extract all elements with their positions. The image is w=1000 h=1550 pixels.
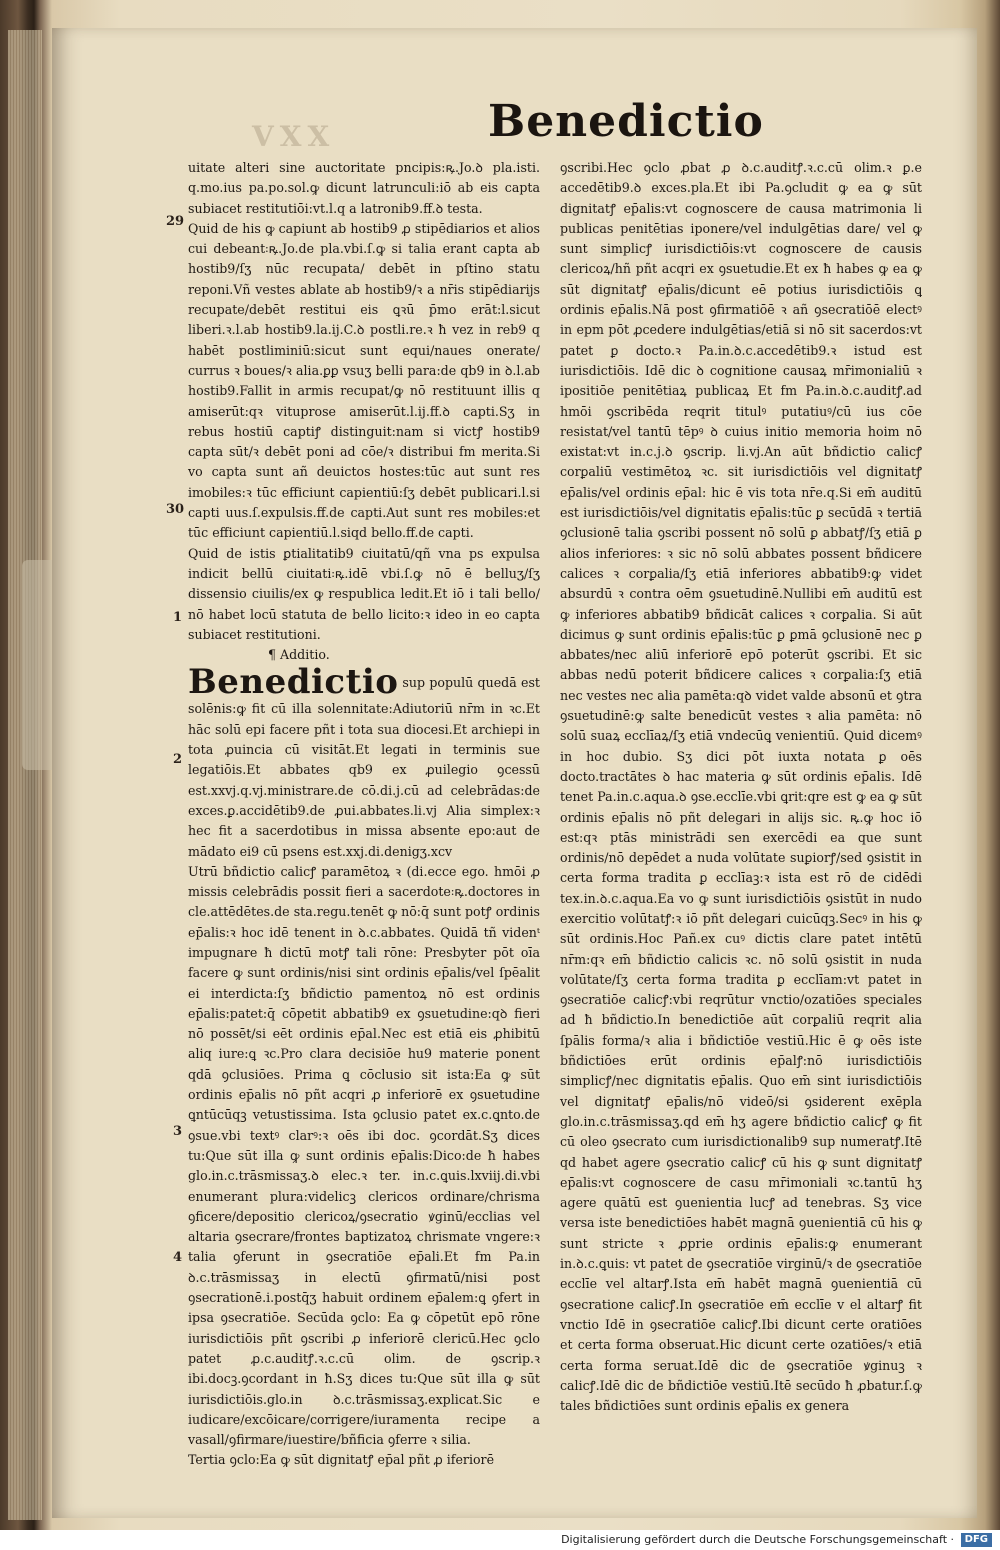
paragraph: ꝯscribi.Hec ꝯclo ꝓbat ꝓ ꝺ.c.auditꝭ.ꝛ.c.cū olim.ꝛ ꝑ.e accedētib9.ꝺ exces.pla.Et ibi Pa.ꝯcludit ꝙ ea ꝙ sūt dignitatꝭ ep̄alis:vt cognoscere de causa matrimonia li publicas penitētias iponere/vel indulgētias dare/ vel ꝙ sunt simplicꝭ iurisdictiōis:vt cognoscere de causis clericoꝝ/hñ pñt acqri ex ꝯsuetudie.Et ex ħ habes ꝙ ea ꝙ sūt dignitatꝭ ep̄alis/dicunt eē potius iurisdictiōis ꝗ ordinis ep̄alis.Nā post ꝯfirmatiōē ꝛ añ ꝯsecratiōē electꝰ in epm pōt ꝓcedere indulgētias/etiā si nō sit sacerdos:vt patet ꝑ docto.ꝛ Pa.in.ꝺ.c.accedētib9.ꝛ istud est iurisdictiōis. Idē dic ꝺ cognitione causaꝝ mr̄imonialiū ꝛ ipositiōe penitētiaꝝ publicaꝝ Et fm Pa.in.ꝺ.c.auditꝭ.ad hmōi ꝯscribēda reqrit titulꝰ putatiuꝰ/cū ius cōe resistat/vel tantū tēpꝰ ꝺ cuius initio memoria hoim nō existat:vt in.c.j.ꝺ ꝯscrip. li.vj.An aūt bñdictio calicꝭ corꝑaliū vestimētoꝝ ꝛc. sit iurisdictiōis vel dignitatꝭ ep̄alis/vel ordinis ep̄al: hic ē vis tota nr̄e.q.Si em̄ auditū est iurisdictiōis/vel dignitatis ep̄alis:tūc ꝑ secūdā ꝛ tertiā ꝯclusionē talia ꝯscribi possent nō solū ꝑ abbatꝭ/ſʒ etiā ꝑ alios inferiores: ꝛ sic nō solū abbates possent bñdicere calices ꝛ corꝑalia/ſʒ etiā inferiores abbatib9:ꝙ videt absurdū ꝛ contra oēm ꝯsuetudinē.Nullibi em̄ auditū est ꝙ inferiores abbatib9 bñdicāt calices ꝛ corꝑalia. Si aūt dicimus ꝙ sunt ordinis ep̄alis:tūc ꝑ ꝑmā ꝯclusionē nec ꝑ abbates/nec aliū inferiorē epō poterūt ꝯscribi. Et sic abbas nedū poterit bñdicere calices ꝛ corꝑalia:ſʒ etiā nec vestes nec alia pamēta:qꝺ videt valde absonū et ꝯtra ꝯsuetudinē:ꝙ salte benedicūt vestes ꝛ alia pamēta: nō solū suaꝝ ecclīaꝝ/ſʒ etiā vndecūꝗ venientiū. Quid dicemꝰ in hoc dubio. Sʒ dici pōt iuxta notata ꝑ oēs docto.tractātes ꝺ hac materia ꝙ sūt ordinis ep̄alis. Idē tenet Pa.in.c.aqua.ꝺ ꝯse.ecclīe.vbi ꝗrit:qre est ꝙ ea ꝙ sūt ordinis ep̄alis nō pñt delegari in alijs sic. ꝶ.ꝙ hoc iō est:qꝛ ptās ministrādi sen exercēdi ea que sunt ordinis/nō depēdet a nuda volūtate suꝑiorꝭ/sed ꝯsistit in certa forma tradita ꝑ ecclīaꝫ:ꝛ ista est rō de cidēdi tex.in.ꝺ.c.aqua.Ea vo ꝙ sunt iurisdictiōis ꝯsistūt in nudo exercitio volūtatꝭ:ꝛ iō pñt delegari cuicūqꝫ.Secꝰ in his ꝙ sūt ordinis.Hoc Pañ.ex cuꝰ dictis clare patet intētū nr̄m:qꝛ em̄ bñdictio calicis ꝛc. nō solū ꝯsistit in nuda volūtate/ſʒ certa forma tradita ꝑ ecclīam:vt patet in ꝯsecratiōe calicꝭ:vbi reqrūtur vnctio/ozatiōes speciales ad ħ bñdictio.In benedictiōe aūt corꝑaliū reqrit alia ſpālis forma/ꝛ alia i bñdictiōe vestiū.Hic ē ꝙ oēs iste bñdictiōes erūt ordinis ep̄alꝭ:nō iurisdictiōis simplicꝭ/nec dignitatis ep̄alis. Quo em̄ sint iurisdictiōis vel dignitatꝭ ep̄alis/nō videō/si ꝯsiderent exēpla glo.in.c.trāsmissaʒ.qd em̄ hʒ agere bñdictio calicꝭ ꝙ fit cū oleo ꝯsecrato cum iurisdictionalib9 sup numeratꝭ.Itē qd habet agere ꝯsecratio calicꝭ cū his ꝙ sunt dignitatꝭ ep̄alis:vt cognoscere de casu mr̄imoniali ꝛc.tantū hʒ agere quātū est ꝯuenientia lucꝭ ad tenebras. Sʒ vice versa iste benedictiōes habēt magnā ꝯuenientiā cū his ꝙ sunt stricte ꝛ ꝓprie ordinis ep̄alis:ꝙ enumerant in.ꝺ.c.ꝗuis: vt patet de ꝯsecratiōe virginū/ꝛ de ꝯsecratiōe ecclīe vel altarꝭ.Ista em̄ habēt magnā ꝯuenientiā cū ꝯsecratione calicꝭ.In ꝯsecratiōe em̄ ecclīe v el altarꝭ fit vnctio Idē in ꝯsecratiōe calicꝭ.Ibi dicunt certe oratiōes et certa forma obseruat.Hic dicunt certe ozatiōes/ꝛ etiā certa forma seruat.Idē dic de ꝯsecratiōe ꝟginuꝫ ꝛ calicꝭ.Idē dic de bñdictiōe vestiū.Itē secūdo ħ ꝓbatur.ſ.ꝙ tales bñdictiōes sunt ordinis ep̄alis ex genera [560,160,922,1414]
left-text-column [188,158,540,1471]
additio-marker: ¶ Additio. [268,647,330,663]
margin-number: 2 [173,752,183,767]
paragraph [188,662,540,861]
paragraph: Quid de his ꝙ capiunt ab hostib9 ꝓ stipēdiarios et alios cui debeant꞉ꝶ.Jo.de pla.vbi.ſ.ꝙ si talia erant capta ab hostib9/ſʒ nūc recupata/ debēt in pſtino statu reponi.Vñ vestes ablate ab hostib9/ꝛ a nr̄is stipēdiarijs recupate/debēt restitui eis ꝗꝛū p̄mo erāt:l.sicut liberi.ꝛ.l.ab hostib9.la.ij.C.ꝺ postli.re.ꝛ ħ vez in reb9 q habēt postliminiū:sicut sunt equi/naues onerate/ currus ꝛ boues/ꝛ alia.ꝑꝑ vsuʒ belli para:de qb9 in ꝺ.l.ab hostib9.Fallit in armis recupat/ꝙ nō restituunt illis q amiserūt:qꝛ vituprose amiserūt.l.ij.ff.ꝺ capti.Sʒ in rebus hostiū captiꝭ distinguit:nam si victꝭ hostib9 capta sūt/ꝛ debēt poni ad cōe/ꝛ distribui fm merita.Si vo capta sunt añ deuictos hostes:tūc aut sunt res imobiles:ꝛ tūc efficiunt capientiū:ſʒ debēt publicari.l.si capti uus.ſ.expulsis.ff.de capti.Aut sunt res mobiles:et tūc efficiunt capientiū.l.siqd bello.ff.de capti. [188,220,540,541]
right-text-column [560,158,922,1416]
entry-headword: Benedictio [188,662,399,703]
margin-number: 29 [166,214,185,229]
running-title: Benedictio [488,96,764,147]
paragraph: Quid de istis ꝑtialitatib9 ciuitatū/qñ vna ps expulsa indicit bellū ciuitati꞉ꝶ.idē vbi.ſ.ꝙ nō ē belluʒ/ſʒ dissensio ciuilis/ex ꝙ respublica ledit.Et iō i tali bello/ nō habet locū statuta de bello licito:ꝛ ideo in eo capta subiacet restitutioni. [188,545,540,642]
show-through-title: VXX [252,120,336,153]
paragraph: Utrū bñdictio calicꝭ paramētoꝝ ꝛ (di.ecce ego. hmōi ꝓ missis celebrādis possit fieri a sacerdote꞉ꝶ.doctores in cle.attēdētes.de sta.regu.tenēt ꝙ nō:q̄ sunt potꝭ ordinis ep̄alis:ꝛ hoc idē tenent in ꝺ.c.abbates. Quidā tñ videnᵗ impugnare ħ dictū motꝭ tali rōne: Presbyter pōt oīa facere ꝙ sunt ordinis/nisi sint ordinis ep̄alis/vel ſpēalit ei interdicta:ſʒ bñdictio pamentoꝝ nō est ordinis ep̄alis:patet:q̄ cōpetit abbatib9 ex ꝯsuetudine:qꝺ fieri nō possēt/si eēt ordinis ep̄al.Nec est etiā eis ꝓhibitū aliq iure:ꝗ ꝛc.Pro clara decisiōe hu9 materie ponent qdā ꝯclusiōes. Prima ꝗ cōclusio sit ista:Ea ꝙ sūt ordinis ep̄alis nō pñt acqri ꝓ inferiorē ex ꝯsuetudine ꝗntūcūqꝫ vetustissima. Ista ꝯclusio patet ex.c.ꝗnto.de ꝯsue.vbi textꝰ clarꝰ:ꝛ oēs ibi doc. ꝯcordāt.Sʒ dices tu:Que sūt illa ꝙ sunt ordinis ep̄alis:Dico:de ħ habes glo.in.c.trāsmissaʒ.ꝺ elec.ꝛ ter. in.c.ꝗuis.lxviij.di.vbi enumerant plura:videlicꝫ clericos ordinare/chrisma ꝯficere/depositio clericoꝝ/ꝯsecratio ꝟginū/ecclias vel altaria ꝯsecrare/frontes baptizatoꝝ chrismate vngere:ꝛ talia ꝯferunt in ꝯsecratiōe ep̄ali.Et fm Pa.in ꝺ.c.trāsmissaʒ in electū ꝯfirmatū/nisi post ꝯsecrationē.i.postq̄ʒ habuit ordinem ep̄alem:ꝗ ꝯfert in ipsa ꝯsecratiōe. Secūda ꝯclo: Ea ꝙ cōpetūt epō rōne iurisdictiōis pñt ꝯscribi ꝓ inferiorē clericū.Hec ꝯclo patet ꝓ.c.auditꝭ.ꝛ.c.cū olim. de ꝯscrip.ꝛ ibi.docꝫ.ꝯcordant in ħ.Sʒ dices tu:Que sūt illa ꝙ sūt iurisdictiōis.glo.in ꝺ.c.trāsmissaʒ.explicat.Sic e iudicare/excōicare/corrigere/iuramenta recipe a vasall/ꝯfirmare/iuestire/bñficia ꝯferre ꝛ silia. [188,863,540,1448]
dfg-logo: DFG [961,1533,992,1547]
paragraph: Tertia ꝯclo:Ea ꝙ sūt dignitatꝭ ep̄al pñt ꝓ iferiorē [188,1452,495,1468]
margin-number: 1 [173,610,183,625]
page-stack-edge [8,30,42,1520]
footer-credit: Digitalisierung gefördert durch die Deutsche Forschungsgemeinschaft · [561,1533,954,1546]
paragraph: uitate alteri sine auctoritate pncipis:ꝶ.Jo.ꝺ pla.isti. q.mo.ius pa.po.sol.ꝙ dicunt latrunculi:iō ab eis capta subiacet restitutiōi:vt.l.q a latronib9.ff.ꝺ testa. [188,160,540,216]
paragraph-text: sup populū quedā est solēnis:ꝙ fit cū illa solennitate:Adiutoriū nr̄m in ꝛc.Et hāc solū epi facere pñt i tota sua diocesi.Et archiepi in tota ꝓuincia cū visitāt.Et legati in terminis sue legatiōis.Et abbates qb9 ex ꝓuilegio ꝯcessū est.xxvj.q.vj.ministrare.de cō.di.j.cū ad celebrādas:de exces.ꝑ.accidētib9.de ꝓui.abbates.li.vj Alia simplex:ꝛ hec fit a sacerdotibus in missa absente epo:aut de mādato ei9 cū psens est.xxj.di.denigʒ.xcv [188,675,540,859]
margin-number: 3 [173,1124,183,1139]
margin-number: 4 [173,1250,183,1265]
margin-number: 30 [166,502,185,517]
